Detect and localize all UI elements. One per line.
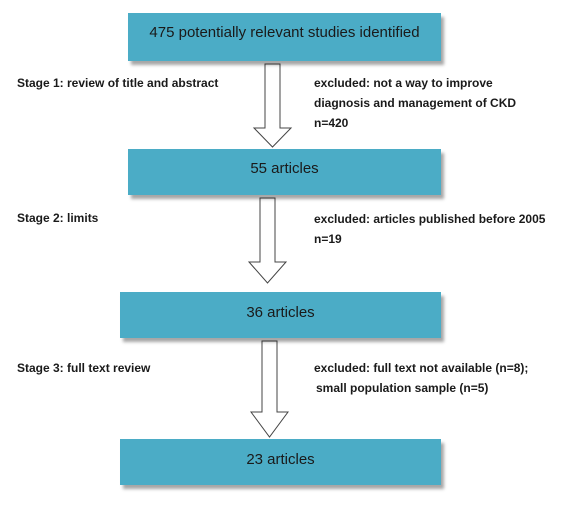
exclusion-count: n=19: [314, 232, 342, 246]
stage-3-label: Stage 3: full text review: [17, 361, 151, 375]
exclusion-line: excluded: not a way to improve: [314, 76, 493, 90]
stage-1-label: Stage 1: review of title and abstract: [17, 76, 219, 90]
exclusion-stage-3: [314, 358, 528, 398]
box-identified: 475 potentially relevant studies identified: [128, 13, 441, 61]
exclusion-line: excluded: articles published before 2005: [314, 212, 546, 226]
box-23-articles: 23 articles: [120, 439, 441, 485]
box-55-articles: 55 articles: [128, 149, 441, 195]
exclusion-line: diagnosis and management of CKD: [314, 96, 517, 110]
stage-2-label: Stage 2: limits: [17, 211, 99, 225]
exclusion-line: excluded: full text not available (n=8);: [314, 361, 529, 375]
exclusion-count: n=420: [314, 116, 349, 130]
arrow-down-1: [254, 64, 291, 147]
arrow-down-2: [249, 198, 286, 283]
exclusion-line: small population sample (n=5): [316, 381, 489, 395]
exclusion-stage-1: [314, 73, 516, 133]
exclusion-stage-2: [314, 209, 545, 249]
arrow-down-3: [251, 341, 288, 437]
box-36-articles: 36 articles: [120, 292, 441, 338]
